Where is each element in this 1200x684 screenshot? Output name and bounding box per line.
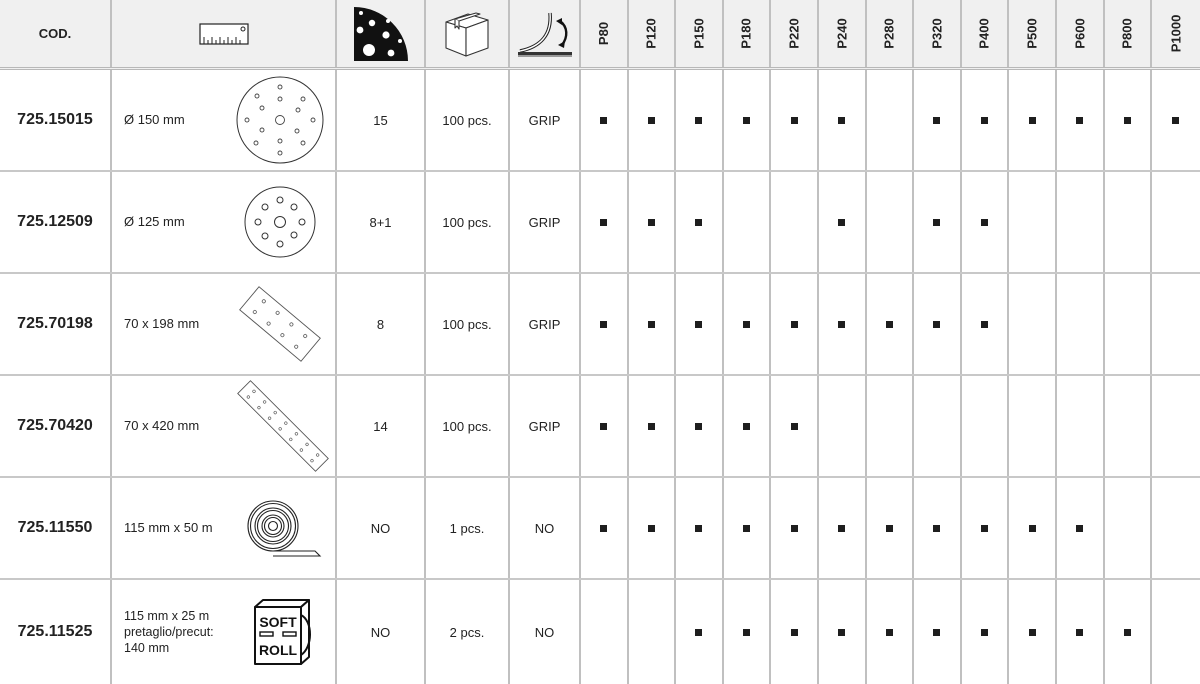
available-marker-icon xyxy=(981,321,988,328)
grit-cell-P1000 xyxy=(1152,274,1200,374)
available-marker-icon xyxy=(886,525,893,532)
perforated-disc-icon xyxy=(352,5,410,63)
grit-cell-P600 xyxy=(1057,70,1105,170)
grit-cell-P800 xyxy=(1105,580,1153,684)
header-grit-P150 xyxy=(676,0,724,67)
header-grit-P80 xyxy=(581,0,629,67)
grit-cell-P320 xyxy=(914,172,962,272)
grit-cell-P240 xyxy=(819,70,867,170)
grit-cell-P1000 xyxy=(1152,478,1200,578)
velcro-grip-icon xyxy=(516,9,574,59)
code-cell xyxy=(0,580,112,684)
grit-cell-P800 xyxy=(1105,274,1153,374)
header-grit-P400 xyxy=(962,0,1010,67)
grit-label: P600 xyxy=(1072,18,1088,49)
available-marker-icon xyxy=(1076,525,1083,532)
size-value: Ø 150 mm xyxy=(124,112,185,127)
grit-cell-P80 xyxy=(581,376,629,476)
header-grit-P1000 xyxy=(1152,0,1200,67)
grit-cell-P600 xyxy=(1057,580,1105,684)
grit-cell-P150 xyxy=(676,172,724,272)
grit-cell-P240 xyxy=(819,376,867,476)
grit-cell-P320 xyxy=(914,580,962,684)
available-marker-icon xyxy=(695,117,702,124)
grit-cell-P220 xyxy=(771,580,819,684)
grit-cell-P500 xyxy=(1009,376,1057,476)
header-pack xyxy=(426,0,510,67)
pack-value: 1 pcs. xyxy=(449,520,485,536)
available-marker-icon xyxy=(981,629,988,636)
holes-cell xyxy=(337,580,426,684)
grit-cell-P800 xyxy=(1105,478,1153,578)
available-marker-icon xyxy=(1029,629,1036,636)
available-marker-icon xyxy=(838,219,845,226)
grit-cell-P600 xyxy=(1057,478,1105,578)
svg-text:SOFT: SOFT xyxy=(259,614,297,630)
grit-cell-P220 xyxy=(771,70,819,170)
available-marker-icon xyxy=(1076,117,1083,124)
holes-value: 15 xyxy=(373,112,388,128)
grit-label: P220 xyxy=(786,18,802,49)
table-header xyxy=(0,0,1200,70)
grit-cell-P500 xyxy=(1009,478,1057,578)
available-marker-icon xyxy=(648,219,655,226)
size-line: 115 mm x 25 m xyxy=(124,609,210,623)
pack-value: 100 pcs. xyxy=(442,112,492,128)
code-cell xyxy=(0,70,112,170)
grip-value: NO xyxy=(534,520,555,536)
header-grip xyxy=(510,0,581,67)
available-marker-icon xyxy=(1172,117,1179,124)
grit-cell-P320 xyxy=(914,70,962,170)
grit-cell-P600 xyxy=(1057,274,1105,374)
grit-cell-P150 xyxy=(676,478,724,578)
size-value: 70 x 420 mm xyxy=(124,418,200,433)
table-row xyxy=(0,172,1200,274)
ruler-icon xyxy=(199,23,249,45)
grit-label: P180 xyxy=(739,18,755,49)
header-holes xyxy=(337,0,426,67)
header-grit-P800 xyxy=(1105,0,1153,67)
grit-cell-P120 xyxy=(629,172,677,272)
available-marker-icon xyxy=(648,525,655,532)
grit-cell-P1000 xyxy=(1152,70,1200,170)
available-marker-icon xyxy=(981,525,988,532)
code-cell xyxy=(0,274,112,374)
grit-cell-P800 xyxy=(1105,376,1153,476)
available-marker-icon xyxy=(838,629,845,636)
grit-cell-P80 xyxy=(581,172,629,272)
grit-cell-P280 xyxy=(867,274,915,374)
grit-label: P120 xyxy=(643,18,659,49)
header-grit-P600 xyxy=(1057,0,1105,67)
grit-cell-P180 xyxy=(724,70,772,170)
grit-cell-P400 xyxy=(962,478,1010,578)
header-code xyxy=(0,0,112,67)
grit-cell-P240 xyxy=(819,274,867,374)
grit-cell-P150 xyxy=(676,274,724,374)
size-value: Ø 125 mm xyxy=(124,214,185,229)
grit-label: P1000 xyxy=(1168,14,1184,53)
available-marker-icon xyxy=(600,525,607,532)
grit-cell-P500 xyxy=(1009,172,1057,272)
grip-cell xyxy=(510,580,581,684)
grit-label: P150 xyxy=(691,18,707,49)
available-marker-icon xyxy=(648,117,655,124)
grit-cell-P220 xyxy=(771,172,819,272)
size-line: 140 mm xyxy=(124,641,170,655)
pack-cell xyxy=(426,376,510,476)
available-marker-icon xyxy=(743,525,750,532)
header-grit-P500 xyxy=(1009,0,1057,67)
grit-cell-P1000 xyxy=(1152,376,1200,476)
available-marker-icon xyxy=(981,219,988,226)
grit-cell-P400 xyxy=(962,274,1010,374)
available-marker-icon xyxy=(695,423,702,430)
available-marker-icon xyxy=(838,321,845,328)
grit-cell-P320 xyxy=(914,274,962,374)
grit-cell-P80 xyxy=(581,580,629,684)
available-marker-icon xyxy=(695,525,702,532)
size-cell xyxy=(112,70,337,170)
available-marker-icon xyxy=(743,629,750,636)
table-row xyxy=(0,580,1200,684)
size-cell xyxy=(112,376,337,476)
available-marker-icon xyxy=(600,423,607,430)
soft-roll-box-icon xyxy=(251,597,317,667)
grit-cell-P180 xyxy=(724,172,772,272)
grit-label: P280 xyxy=(881,18,897,49)
grip-cell xyxy=(510,478,581,578)
grit-cell-P240 xyxy=(819,172,867,272)
pack-cell xyxy=(426,274,510,374)
holes-value: NO xyxy=(370,520,391,536)
product-code: 725.70420 xyxy=(17,417,93,434)
holes-cell xyxy=(337,172,426,272)
available-marker-icon xyxy=(743,423,750,430)
available-marker-icon xyxy=(600,219,607,226)
available-marker-icon xyxy=(695,629,702,636)
grit-label: P240 xyxy=(834,18,850,49)
grit-cell-P400 xyxy=(962,376,1010,476)
size-cell xyxy=(112,580,337,684)
grit-cell-P220 xyxy=(771,274,819,374)
grit-cell-P800 xyxy=(1105,70,1153,170)
product-code: 725.12509 xyxy=(17,213,93,230)
available-marker-icon xyxy=(743,321,750,328)
grit-cell-P280 xyxy=(867,376,915,476)
available-marker-icon xyxy=(743,117,750,124)
grit-cell-P150 xyxy=(676,580,724,684)
grit-label: P80 xyxy=(596,21,612,46)
roll-icon xyxy=(245,498,325,558)
table-row xyxy=(0,70,1200,172)
holes-value: 14 xyxy=(373,418,388,434)
product-code: 725.70198 xyxy=(17,315,93,332)
available-marker-icon xyxy=(600,117,607,124)
grit-cell-P280 xyxy=(867,70,915,170)
grit-cell-P180 xyxy=(724,376,772,476)
holes-value: 8+1 xyxy=(369,214,392,230)
grit-label: P400 xyxy=(977,18,993,49)
grip-value: GRIP xyxy=(528,112,561,128)
grit-cell-P120 xyxy=(629,70,677,170)
holes-value: 8 xyxy=(376,316,385,332)
size-value: 70 x 198 mm xyxy=(124,316,200,331)
grit-cell-P180 xyxy=(724,478,772,578)
grit-cell-P280 xyxy=(867,580,915,684)
available-marker-icon xyxy=(791,321,798,328)
table-row xyxy=(0,376,1200,478)
holes-cell xyxy=(337,274,426,374)
available-marker-icon xyxy=(933,321,940,328)
grit-cell-P180 xyxy=(724,274,772,374)
size-value xyxy=(112,608,234,656)
grit-cell-P1000 xyxy=(1152,172,1200,272)
available-marker-icon xyxy=(695,321,702,328)
grit-cell-P320 xyxy=(914,478,962,578)
box-icon xyxy=(442,8,492,60)
available-marker-icon xyxy=(648,423,655,430)
grit-cell-P500 xyxy=(1009,70,1057,170)
grit-cell-P120 xyxy=(629,274,677,374)
disc-125-icon xyxy=(243,185,317,259)
grip-value: GRIP xyxy=(528,316,561,332)
pack-value: 100 pcs. xyxy=(442,316,492,332)
size-line: pretaglio/precut: xyxy=(124,625,214,639)
grit-cell-P120 xyxy=(629,376,677,476)
grit-cell-P150 xyxy=(676,376,724,476)
size-cell xyxy=(112,172,337,272)
grit-cell-P150 xyxy=(676,70,724,170)
available-marker-icon xyxy=(600,321,607,328)
holes-cell xyxy=(337,478,426,578)
grit-cell-P80 xyxy=(581,274,629,374)
grit-cell-P80 xyxy=(581,478,629,578)
product-code: 725.11550 xyxy=(17,519,93,536)
grit-cell-P1000 xyxy=(1152,580,1200,684)
available-marker-icon xyxy=(791,117,798,124)
available-marker-icon xyxy=(838,117,845,124)
svg-text:ROLL: ROLL xyxy=(258,642,298,658)
available-marker-icon xyxy=(1076,629,1083,636)
available-marker-icon xyxy=(791,525,798,532)
grip-value: GRIP xyxy=(528,214,561,230)
header-grit-P240 xyxy=(819,0,867,67)
grit-cell-P400 xyxy=(962,172,1010,272)
grit-cell-P800 xyxy=(1105,172,1153,272)
table-row xyxy=(0,274,1200,376)
code-cell xyxy=(0,376,112,476)
grit-cell-P80 xyxy=(581,70,629,170)
available-marker-icon xyxy=(695,219,702,226)
disc-150-icon xyxy=(235,75,325,165)
header-grit-P320 xyxy=(914,0,962,67)
product-code: 725.11525 xyxy=(17,623,93,640)
pack-value: 100 pcs. xyxy=(442,418,492,434)
pack-cell xyxy=(426,580,510,684)
grit-cell-P180 xyxy=(724,580,772,684)
grit-cell-P120 xyxy=(629,580,677,684)
grit-label: P500 xyxy=(1024,18,1040,49)
available-marker-icon xyxy=(648,321,655,328)
code-cell xyxy=(0,172,112,272)
grit-label: P320 xyxy=(929,18,945,49)
pack-cell xyxy=(426,70,510,170)
available-marker-icon xyxy=(933,219,940,226)
grit-cell-P400 xyxy=(962,580,1010,684)
grip-cell xyxy=(510,172,581,272)
header-grit-P180 xyxy=(724,0,772,67)
grit-cell-P220 xyxy=(771,376,819,476)
table-row xyxy=(0,478,1200,580)
available-marker-icon xyxy=(933,117,940,124)
available-marker-icon xyxy=(1124,629,1131,636)
available-marker-icon xyxy=(791,423,798,430)
size-value: 115 mm x 50 m xyxy=(124,520,213,535)
header-grit-P280 xyxy=(867,0,915,67)
available-marker-icon xyxy=(886,321,893,328)
available-marker-icon xyxy=(1029,117,1036,124)
holes-value: NO xyxy=(370,624,391,640)
grit-cell-P600 xyxy=(1057,376,1105,476)
grip-cell xyxy=(510,376,581,476)
available-marker-icon xyxy=(1029,525,1036,532)
grit-cell-P600 xyxy=(1057,172,1105,272)
available-marker-icon xyxy=(933,629,940,636)
grip-cell xyxy=(510,70,581,170)
grit-cell-P280 xyxy=(867,478,915,578)
pack-value: 2 pcs. xyxy=(449,624,485,640)
pack-cell xyxy=(426,478,510,578)
available-marker-icon xyxy=(886,629,893,636)
grit-cell-P220 xyxy=(771,478,819,578)
grit-label: P800 xyxy=(1119,18,1135,49)
available-marker-icon xyxy=(933,525,940,532)
sheet-198-icon xyxy=(235,279,325,369)
holes-cell xyxy=(337,70,426,170)
product-code: 725.15015 xyxy=(17,111,93,128)
grip-value: NO xyxy=(534,624,555,640)
grit-cell-P500 xyxy=(1009,580,1057,684)
size-cell xyxy=(112,274,337,374)
grip-value: GRIP xyxy=(528,418,561,434)
pack-value: 100 pcs. xyxy=(442,214,492,230)
available-marker-icon xyxy=(1124,117,1131,124)
available-marker-icon xyxy=(838,525,845,532)
header-grit-P220 xyxy=(771,0,819,67)
available-marker-icon xyxy=(791,629,798,636)
header-size xyxy=(112,0,337,67)
pack-cell xyxy=(426,172,510,272)
grip-cell xyxy=(510,274,581,374)
header-code-label: COD. xyxy=(38,26,72,41)
available-marker-icon xyxy=(981,117,988,124)
holes-cell xyxy=(337,376,426,476)
grit-cell-P400 xyxy=(962,70,1010,170)
code-cell xyxy=(0,478,112,578)
grit-cell-P240 xyxy=(819,580,867,684)
grit-cell-P280 xyxy=(867,172,915,272)
grit-cell-P500 xyxy=(1009,274,1057,374)
size-cell xyxy=(112,478,337,578)
sheet-420-icon xyxy=(233,376,333,476)
grit-cell-P120 xyxy=(629,478,677,578)
header-grit-P120 xyxy=(629,0,677,67)
grit-cell-P240 xyxy=(819,478,867,578)
grit-cell-P320 xyxy=(914,376,962,476)
